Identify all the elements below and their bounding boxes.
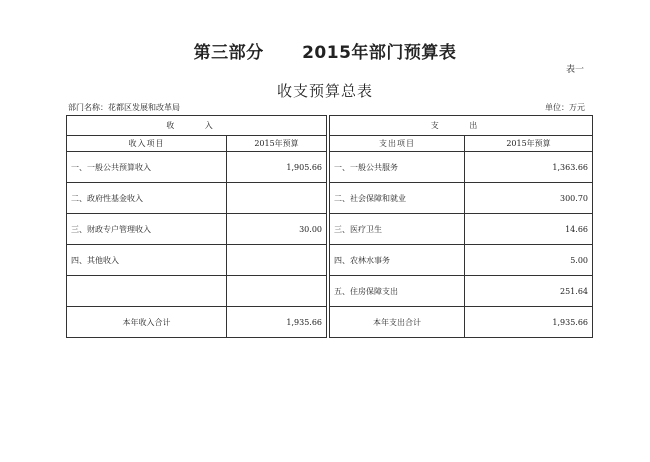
table-row — [67, 276, 593, 307]
income-total-value: 1,935.66 — [227, 307, 327, 338]
expense-value: 14.66 — [465, 214, 593, 245]
expense-value: 251.64 — [465, 276, 593, 307]
expense-budget-header: 2015年预算 — [465, 136, 593, 152]
income-item — [67, 276, 227, 307]
expense-value: 300.70 — [465, 183, 593, 214]
income-budget-header: 2015年预算 — [227, 136, 327, 152]
income-value — [227, 276, 327, 307]
expense-item: 三、医疗卫生 — [330, 214, 465, 245]
table-row — [67, 183, 593, 214]
income-item: 二、政府性基金收入 — [67, 183, 227, 214]
income-value: 1,905.66 — [227, 152, 327, 183]
expense-item: 五、住房保障支出 — [330, 276, 465, 307]
income-item: 四、其他收入 — [67, 245, 227, 276]
income-value — [227, 183, 327, 214]
income-item-header: 收入项目 — [67, 136, 227, 152]
unit-label: 单位：万元 — [545, 103, 585, 112]
expense-value: 1,363.66 — [465, 152, 593, 183]
budget-summary-table — [66, 115, 593, 338]
income-item: 三、财政专户管理收入 — [67, 214, 227, 245]
total-row — [67, 307, 593, 338]
table-row — [67, 245, 593, 276]
income-section-header: 收 入 — [67, 116, 327, 136]
table-row — [67, 214, 593, 245]
expense-item-header: 支出项目 — [330, 136, 465, 152]
table-row — [67, 152, 593, 183]
expense-value: 5.00 — [465, 245, 593, 276]
expense-item: 二、社会保障和就业 — [330, 183, 465, 214]
expense-total-value: 1,935.66 — [465, 307, 593, 338]
expense-total-label: 本年支出合计 — [330, 307, 465, 338]
table-number: 表一 — [566, 65, 585, 75]
expense-item: 一、一般公共服务 — [330, 152, 465, 183]
expense-section-header: 支 出 — [330, 116, 593, 136]
income-value: 30.00 — [227, 214, 327, 245]
table-subtitle: 收支预算总表 — [276, 82, 373, 100]
income-item: 一、一般公共预算收入 — [67, 152, 227, 183]
expense-item: 四、农林水事务 — [330, 245, 465, 276]
department-name: 部门名称：花都区发展和改革局 — [68, 103, 180, 112]
income-value — [227, 245, 327, 276]
page-title: 第三部分 2015年部门预算表 — [193, 43, 457, 63]
income-total-label: 本年收入合计 — [67, 307, 227, 338]
